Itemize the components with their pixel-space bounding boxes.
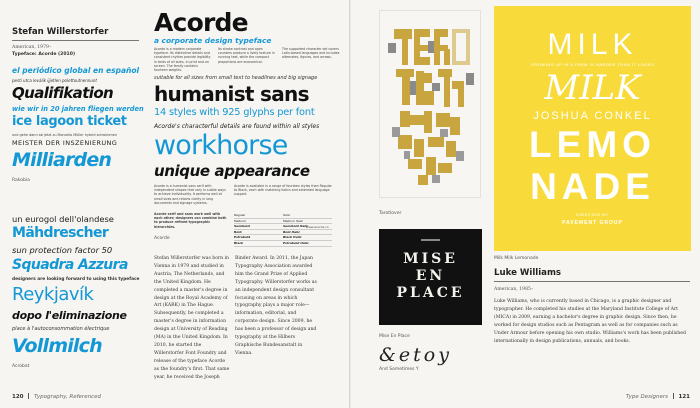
- designer-name: Luke Williams: [494, 268, 562, 278]
- image-caption: Mise En Place: [379, 334, 410, 339]
- poster-line: LEMO: [529, 124, 656, 165]
- right-page: [351, 0, 700, 408]
- page-number: 121: [678, 394, 690, 400]
- suitable-line: suitable for all sizes from small text to headlines and big signage: [154, 75, 318, 81]
- table-row: [234, 241, 332, 247]
- specimen-line: Milliarden: [12, 149, 112, 171]
- headline-unique-appearance: unique appearance: [154, 162, 310, 180]
- running-head: Type Designers: [625, 394, 669, 400]
- headline-styles: 14 styles with 925 glyphs per font: [154, 107, 315, 118]
- specimen-line: MEISTER DER INSZENIERUNG: [12, 139, 118, 147]
- poster-small-text: PAVEMENT GROUP: [562, 220, 623, 226]
- specimen-line: sun protection factor 50: [12, 245, 113, 255]
- mise-line: EN: [415, 268, 446, 284]
- poster-line: MILK: [547, 28, 638, 61]
- designer-meta: American, 1979–: [12, 45, 52, 50]
- body-text-column: Acorde is available in a range of fourteen styles from Regular to Black, each with matching italics and extended language support.: [234, 184, 332, 197]
- page-footer-left: [12, 393, 101, 400]
- table-cell: Extrabold Italic: [283, 240, 309, 245]
- specimen-line: Squadra Azzura: [12, 257, 128, 273]
- table-cell: Black: [234, 240, 244, 245]
- body-text-column: Acorde is a modern corporate typeface. Its distinctive details and consistent rhythm provide legibility in texts of all sizes, in print and on screen. The family contains fourteen weights.: [154, 47, 211, 73]
- acorde-title: Acorde: [154, 8, 248, 37]
- headline-details: Acorde's characterful details are found within all styles: [154, 123, 320, 130]
- headline-humanist-sans: humanist sans: [154, 82, 309, 106]
- specimen-line: wie wir in 20 jahren fliegen werden: [12, 105, 144, 113]
- typeface-line: Typeface: Acorde (2010): [12, 52, 76, 57]
- poster-small-text: DIRECTED BY: [576, 212, 609, 217]
- specimen-caption: Acorde: [154, 236, 170, 241]
- specimen-line: Mähdrescher: [12, 225, 109, 241]
- and-sometimes-y-artwork: &etoy: [379, 344, 452, 366]
- table-cell: Medium: [234, 218, 246, 223]
- specimen-caption: Rakobia: [12, 178, 30, 183]
- body-text-column: The supported character set covers Latin-based languages and includes alternates, figures, and arrows.: [282, 47, 340, 60]
- table-cell: Italic: [283, 213, 291, 217]
- specimen-line: und gehe dann ab jetzt zu Maruella Müller hybrid schwimmen: [12, 133, 117, 137]
- specimen-caption: Acrobat: [12, 364, 30, 369]
- page-footer-right: [626, 393, 690, 400]
- bio-column-1: Stefan Willerstorfer was born in Vienna in 1979 and studied in Austria, The Netherlands, and the United Kingdom. He completed a master's degree in design at the Royal Academy of Art (KABK) in The Hague. Subsequently, he completed a master's degree in information design at University of Reading (MA) in the United Kingdom. In 2010, he started the Willerstorfer Font Foundry and release of the typeface Acorde as the foundry's first. That same year, he received the Joseph: [154, 256, 230, 380]
- tarotlover-poster: [379, 10, 481, 198]
- poster-line: MILK: [544, 68, 641, 108]
- poster-line: JOSHUA CONKEL: [533, 110, 652, 122]
- specimen-line: place à l'autoconsommation électrique: [12, 326, 110, 332]
- body-text-column: Acorde serif and sans work well with each other; designers can combine both to produce refined typographic hierarchies.: [154, 212, 227, 229]
- page-number: 120: [12, 394, 24, 400]
- milk-milk-lemonade-poster: [494, 6, 691, 251]
- specimen-line: un eurogol dell'olandese: [12, 214, 114, 224]
- poster-small-text: GROWING UP IN A FARM IS HARDER THAN IT LOOKS: [530, 62, 655, 67]
- body-text-column: Its stroke contrast and open counters produce a lively texture in running text, while the compact proportions are economical.: [218, 47, 275, 64]
- specimen-line: dopo l'eliminazione: [12, 309, 127, 322]
- table-cell: Bold: [234, 229, 242, 234]
- specimen-line: el periódico global en español: [12, 66, 140, 75]
- mise-line: PLACE: [396, 285, 465, 301]
- specimen-line: Qualifikation: [12, 84, 114, 102]
- acorde-subtitle: a corporate design typeface: [154, 36, 272, 45]
- specimen-line: pesti utca leválik ijjetlen polettoutnennunt: [12, 78, 97, 83]
- running-head: Typography, Referenced: [33, 394, 101, 400]
- poster-line: NADE: [530, 166, 655, 207]
- specimen-line: Reykjavík: [12, 284, 94, 305]
- table-cell: Semibold: [234, 224, 250, 229]
- mise-line: MISE: [403, 251, 458, 267]
- table-cell: Medium Italic: [283, 218, 304, 223]
- designer-bio: Luke Williams, who is currently based in Chicago, is a graphic designer and typographer. He completed his studies at the Maryland Institute College of Art (MICA) in 2009, earning a bachelor's degree in graphic design. Since then, he worked for design studios such as Pentagram as well as for companies such as Under Armour before opening his own studio. Williams's work has been published internationally in design publications, annuals, and books.: [494, 299, 686, 344]
- table-cell: Regular: [234, 213, 246, 217]
- specimen-line: Vollmilch: [12, 335, 102, 357]
- image-caption: Milk Milk Lemonade: [494, 256, 539, 261]
- table-cell: Semibold Italic: [283, 224, 309, 229]
- table-cell: Bold Italic: [283, 229, 300, 234]
- headline-workhorse: workhorse: [154, 130, 288, 161]
- mosaic-artwork: [380, 11, 482, 199]
- bio-column-2: Binder Award. In 2011, the Japan Typography Association awarded him the Grand Prize of Applied Typography. Willerstorfer works as an independent design consultant focusing on areas in which typography plays a major role—information, editorial, and corporate design. Since 2009, he has been a professor of design and typography at the Hilbers Graphische Bundesanstalt in Vienna.: [235, 256, 317, 356]
- table-cell: Extrabold: [234, 235, 251, 240]
- image-caption: Tarotlover: [379, 211, 402, 216]
- image-caption: And Sometimes Y: [379, 367, 419, 372]
- specimen-line: ice lagoon ticket: [12, 114, 127, 129]
- designer-name: Stefan Willerstorfer: [12, 27, 109, 37]
- mise-en-place-poster: [379, 229, 482, 325]
- table-cell: Black Italic: [283, 235, 302, 240]
- designer-meta: American, 1985–: [494, 287, 534, 292]
- weights-table: [234, 213, 332, 247]
- site-line: www.acorde.co: [306, 225, 329, 229]
- body-text-column: Acorde is a humanist sans serif with independent shapes that vary in subtle ways to achieve individuality. It performs well at small sizes and retains clarity in long documents and signage systems.: [154, 184, 226, 205]
- specimen-line: designers are looking forward to using this typeface: [12, 277, 140, 282]
